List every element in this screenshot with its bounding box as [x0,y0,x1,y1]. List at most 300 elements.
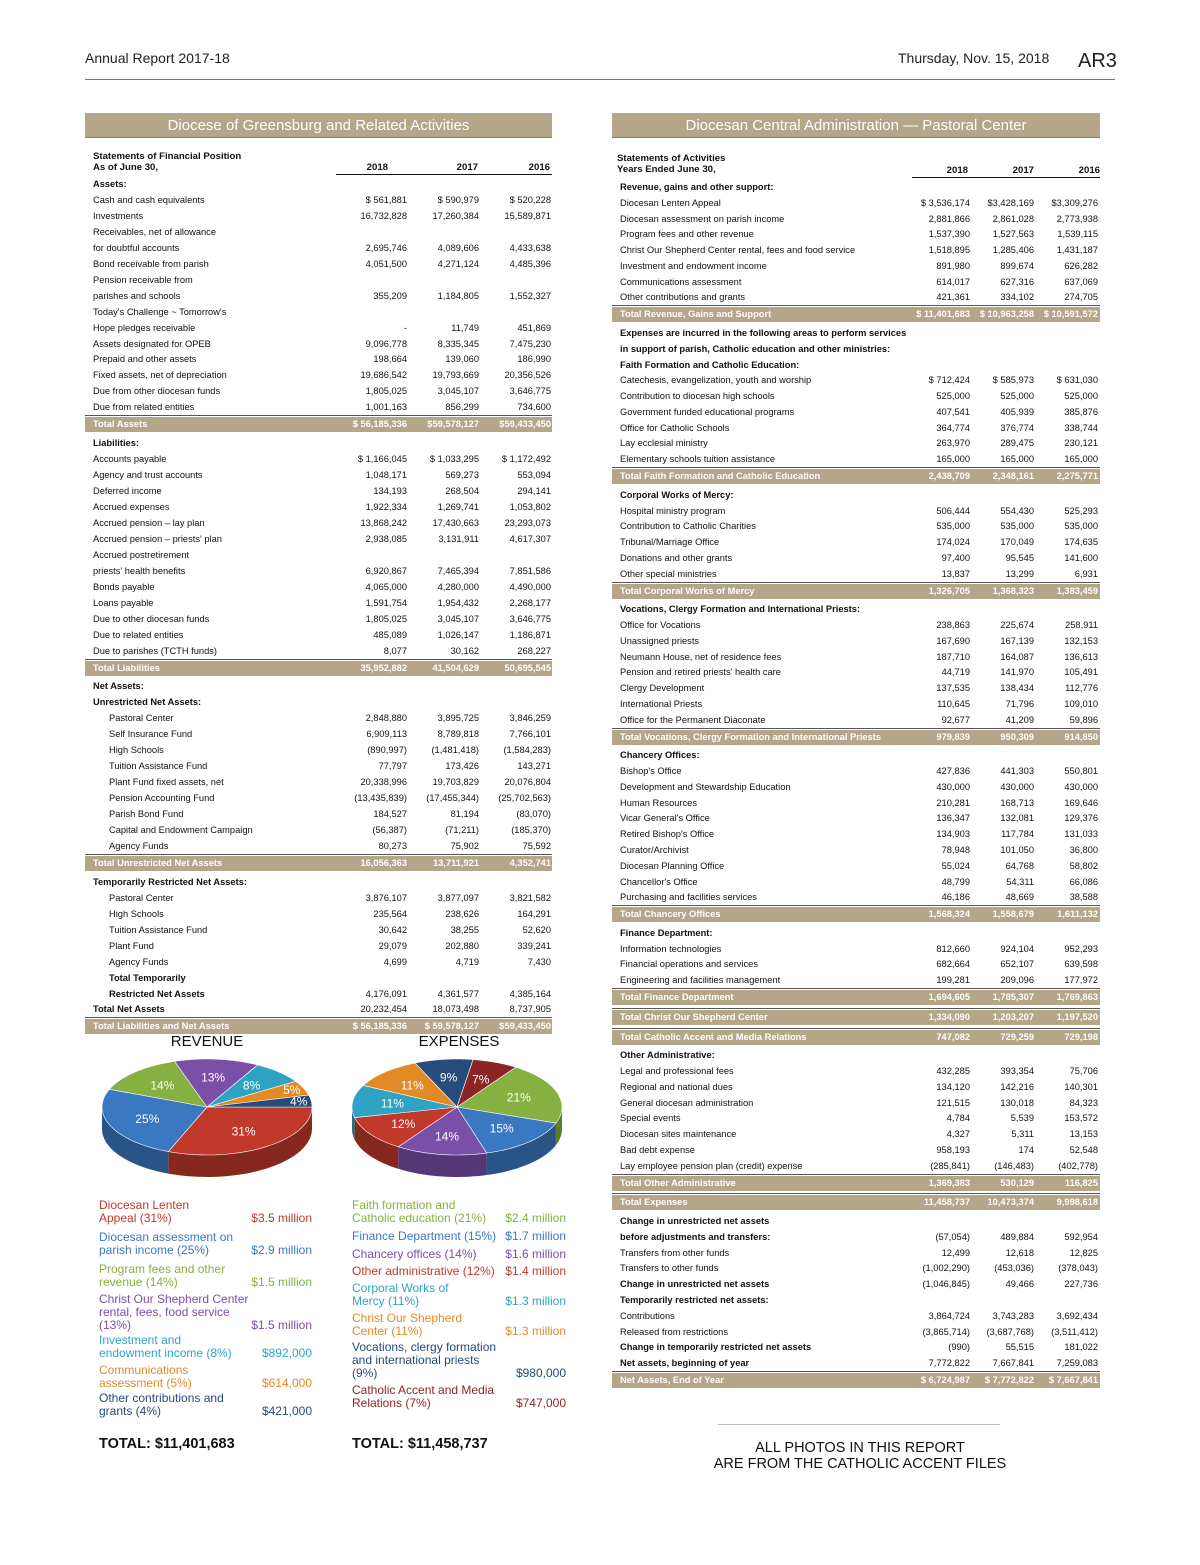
row-value: 2,881,866 [928,213,970,224]
row-label: Catechesis, evangelization, youth and worship [620,375,812,386]
row-value: 3,877,097 [437,892,479,903]
row-value: 4,433,638 [509,242,551,253]
row-value: 121,515 [936,1097,970,1108]
row-label: Unassigned priests [620,635,700,646]
table-row [612,388,1100,404]
right-year-2017: 2017 [1012,165,1034,176]
table-row [85,383,552,399]
row-value: (1,584,283) [503,745,551,756]
row-value: 174,024 [936,537,970,548]
pie-slice-label: 8% [242,1078,261,1093]
row-value: 2,438,709 [928,471,970,482]
row-value: 48,669 [1005,892,1034,903]
legend-label: Investment and endowment income (8%) [99,1333,232,1360]
pie-slice-label: 14% [150,1078,175,1093]
table-row [85,678,552,694]
row-label: Special events [620,1113,681,1124]
row-value: 4,280,000 [437,581,479,592]
row-label: Due from other diocesan funds [93,386,221,397]
row-value: 202,880 [445,940,479,951]
row-value: 639,598 [1064,959,1098,970]
row-label: Net Assets, End of Year [620,1374,724,1385]
row-value: 12,825 [1069,1247,1098,1258]
table-row [612,1126,1100,1142]
row-value: 165,000 [1064,454,1098,465]
row-value: 485,089 [373,629,407,640]
row-value: 52,548 [1069,1145,1098,1156]
row-value: 430,000 [936,781,970,792]
row-label: Tribunal/Marriage Office [620,537,720,548]
row-value: 958,193 [936,1145,970,1156]
left-year-2018: 2018 [366,162,388,173]
row-value: 130,018 [1000,1097,1034,1108]
row-value: 1,383,459 [1056,585,1098,596]
row-label: Total Net Assets [93,1004,165,1015]
table-row [85,224,552,240]
row-value: 141,600 [1064,552,1098,563]
row-label: Total Vocations, Clergy Formation and International Priests [620,731,882,742]
row-value: 1,369,383 [928,1177,970,1188]
row-value: 169,646 [1064,797,1098,808]
row-label: Diocesan Planning Office [620,860,725,871]
row-value: 199,281 [936,975,970,986]
row-value: $ 585,973 [992,375,1034,386]
row-value: 5,311 [1011,1129,1034,1140]
row-value: 134,903 [936,829,970,840]
row-value: 66,086 [1069,876,1098,887]
row-value: 13,868,242 [360,517,407,528]
row-value: 1,954,432 [437,597,479,608]
row-value: 41,209 [1005,714,1034,725]
row-label: Vicar General's Office [620,813,710,824]
row-value: (71,211) [445,825,479,835]
row-value: 4,784 [946,1113,970,1124]
legend-label: Communications assessment (5%) [99,1363,192,1390]
row-value: 238,626 [445,908,479,919]
row-value: 4,271,124 [437,258,479,269]
row-value: 535,000 [1000,521,1034,532]
row-value: 1,285,406 [992,245,1034,256]
table-row [85,922,552,938]
row-value: (1,046,845) [922,1279,970,1290]
row-label: Regional and national dues [620,1081,733,1092]
row-value: 3,895,725 [437,713,479,724]
table-row [85,547,552,563]
row-value: 184,527 [373,809,407,820]
row-label: Change in unrestricted net assets [620,1279,770,1290]
row-label: priests' health benefits [93,565,186,576]
table-row [612,195,1100,211]
row-label: Corporal Works of Mercy: [620,489,734,500]
row-value: 227,736 [1064,1279,1098,1290]
table-row [612,420,1100,436]
row-value: 75,706 [1069,1066,1098,1077]
row-value: 1,368,323 [992,585,1034,596]
row-value: 525,293 [1064,505,1098,516]
row-value: 2,695,746 [365,242,407,253]
row-label: Christ Our Shepherd Center rental, fees and food service [620,245,856,256]
row-value: 10,473,374 [987,1197,1034,1208]
table-row [85,272,552,288]
row-label: Hope pledges receivable [93,322,196,333]
row-value: 209,096 [1000,975,1034,986]
row-value: 46,186 [941,892,970,903]
row-value: (57,054) [935,1231,970,1242]
row-label: Total Assets [93,419,148,430]
legend-amount: $1.3 million [505,1324,566,1338]
table-row [612,680,1100,696]
row-value: 1,203,207 [992,1011,1034,1022]
row-value: 38,255 [450,924,479,935]
row-value: 489,884 [1000,1231,1034,1242]
table-row [612,1063,1100,1079]
row-value: 268,504 [445,486,479,497]
row-label: Diocesan sites maintenance [620,1129,737,1140]
row-value: 64,768 [1005,860,1034,871]
table-row [612,1245,1100,1261]
table-row [612,258,1100,274]
row-label: Lay ecclesial ministry [620,438,708,449]
legend-label: Chancery offices (14%) [352,1247,477,1261]
row-value: 1,694,605 [928,992,970,1002]
right-statement-title: Statements of Activities Years Ended June 30, [617,153,726,175]
table-row [612,503,1100,519]
row-value: 550,801 [1064,766,1098,777]
table-row [85,399,552,415]
row-value: 20,338,996 [360,777,407,788]
row-label: Agency Funds [109,956,169,967]
table-row [85,954,552,970]
row-value: 13,299 [1005,568,1034,579]
row-label: General diocesan administration [620,1097,754,1108]
pie-slice-label: 25% [135,1111,160,1126]
row-label: Due to related entities [93,629,184,640]
table-row [85,790,552,806]
row-value: (3,865,714) [922,1326,970,1337]
table-row [612,451,1100,467]
row-value: 530,129 [1000,1177,1034,1188]
total-row [85,856,552,871]
row-label: Program fees and other revenue [620,229,754,240]
row-value: 49,466 [1005,1279,1034,1290]
row-value: 3,045,107 [437,386,479,397]
table-row [612,664,1100,680]
row-value: 432,285 [936,1066,970,1077]
legend-amount: $614,000 [261,1376,312,1390]
row-value: (56,387) [372,825,407,835]
revenue-chart-title: REVENUE [170,1033,244,1050]
row-value: 101,050 [1000,844,1034,855]
row-value: 134,120 [936,1081,970,1092]
table-row [85,320,552,336]
row-label: Capital and Endowment Campaign [109,825,253,835]
row-label: Diocesan Lenten Appeal [620,197,721,208]
row-label: Legal and professional fees [620,1066,734,1077]
row-label: Total Finance Department [620,992,734,1002]
row-value: 38,588 [1069,892,1098,903]
row-value: 6,931 [1074,568,1098,579]
row-value: 7,851,586 [509,565,551,576]
table-row [612,1110,1100,1126]
row-value: 626,282 [1064,260,1098,271]
row-value: 2,861,028 [992,213,1034,224]
row-value: 7,465,394 [437,565,479,576]
row-value: 2,773,938 [1056,213,1098,224]
table-row [85,938,552,954]
row-value: 258,911 [1065,620,1098,631]
row-label: Receivables, net of allowance [93,226,216,237]
row-value: 535,000 [1064,521,1098,532]
legend-label: Catholic Accent and Media Relations (7%) [352,1383,495,1410]
table-row [85,611,552,627]
row-label: Plant Fund fixed assets, net [109,777,224,788]
table-row [612,1324,1100,1340]
row-label: Office for Catholic Schools [620,422,730,433]
row-value: (1,002,290) [922,1263,970,1274]
row-value: 50,695,545 [504,662,551,673]
row-value: 7,259,083 [1056,1358,1098,1369]
row-value: 891,980 [936,260,970,271]
row-label: Elementary schools tuition assistance [620,454,776,465]
row-value: (1,481,418) [431,745,479,756]
row-value: 97,400 [941,552,970,563]
row-value: 4,352,741 [509,857,551,868]
row-value: $ 7,772,822 [984,1374,1034,1385]
table-row [612,1079,1100,1095]
row-value: 136,347 [936,813,970,824]
row-label: Agency and trust accounts [93,470,203,481]
table-row [612,274,1100,290]
row-value: 142,216 [1000,1081,1034,1092]
total-row [612,469,1100,484]
row-label: Accrued pension – priests' plan [93,533,222,544]
row-value: 23,293,073 [504,517,551,528]
row-value: 554,430 [1000,505,1034,516]
row-value: 71,796 [1005,698,1034,709]
left-year-2016: 2016 [528,162,550,173]
table-row [85,742,552,758]
row-value: 952,293 [1064,943,1098,954]
table-row [85,906,552,922]
row-value: 8,789,818 [437,729,479,740]
row-value: 535,000 [936,521,970,532]
row-value: 3,646,775 [509,386,551,397]
row-value: 729,198 [1064,1031,1098,1042]
row-value: $ 712,424 [928,375,970,386]
row-value: 19,686,542 [360,370,407,381]
row-value: - [403,322,407,333]
expenses-total: TOTAL: $11,458,737 [352,1436,488,1452]
row-value: 4,490,000 [509,581,551,592]
table-row [85,351,552,367]
pie-slice-label: 9% [439,1070,458,1085]
row-label: Accounts payable [93,454,167,465]
row-value: 75,592 [522,840,551,851]
row-value: 168,713 [1000,797,1034,808]
row-value: 225,674 [1000,620,1034,631]
row-value: 48,799 [941,876,970,887]
table-row [612,779,1100,795]
table-row [85,208,552,224]
row-label: Due from related entities [93,402,195,413]
row-value: 1,552,327 [509,290,551,301]
row-value: 134,193 [373,486,407,497]
row-value: 421,361 [936,292,970,303]
row-value: 81,194 [450,809,479,820]
table-row [85,1001,552,1017]
expenses-chart-title: EXPENSES [418,1033,500,1050]
row-value: 20,232,454 [360,1004,407,1015]
row-value: 355,209 [373,290,407,301]
row-label: before adjustments and transfers: [620,1231,771,1242]
row-value: 3,646,775 [509,613,551,624]
table-row [612,649,1100,665]
row-label: Other Administrative: [620,1050,715,1061]
row-value: 164,291 [517,908,551,919]
row-value: $ 56,185,336 [352,419,407,430]
row-value: 652,107 [1000,959,1034,970]
pie-slice-label: 4% [290,1094,308,1109]
row-value: 1,922,334 [365,502,407,512]
revenue-total: TOTAL: $11,401,683 [99,1436,235,1452]
legend-amount: $3.5 million [251,1211,312,1225]
legend-label: Faith formation and Catholic education (21%) [352,1198,487,1225]
row-label: Bishop's Office [620,766,682,777]
row-value: 41,504,629 [432,662,479,673]
row-value: 1,269,741 [437,502,479,512]
row-value: 812,660 [936,943,970,954]
row-value: 4,065,000 [365,581,407,592]
row-value: 141,970 [1000,667,1034,678]
table-row [612,795,1100,811]
row-value: 3,876,107 [365,892,407,903]
legend-amount: $747,000 [515,1396,566,1410]
table-row [612,712,1100,728]
table-row [612,566,1100,582]
row-value: 1,048,171 [365,470,407,481]
table-row [612,1339,1100,1355]
row-value: 59,896 [1069,714,1098,725]
row-value: 263,970 [936,438,970,449]
row-label: Today's Challenge ~ Tomorrow's [93,306,227,317]
row-value: $ 11,401,683 [916,309,970,320]
row-value: (378,043) [1058,1263,1098,1274]
legend-label: Diocesan Lenten Appeal (31%) [99,1198,190,1225]
row-value: 139,060 [445,354,479,365]
table-row [612,289,1100,305]
row-value: 13,837 [941,568,970,579]
row-value: 430,000 [1000,781,1034,792]
row-label: Change in temporarily restricted net assets [620,1342,812,1353]
table-row [85,710,552,726]
total-row [612,990,1100,1005]
row-value: 30,162 [450,645,479,656]
pie-slice-label: 21% [506,1090,531,1105]
row-value: 1,053,802 [509,502,551,512]
row-value: 7,667,841 [992,1358,1034,1369]
row-value: 3,131,911 [438,533,479,544]
row-value: 17,260,384 [432,210,479,221]
table-row [85,627,552,643]
row-label: Bonds payable [93,581,155,592]
row-label: Bad debt expense [620,1145,695,1156]
row-label: Cash and cash equivalents [93,194,205,205]
row-value: 181,022 [1064,1342,1098,1353]
row-value: 4,327 [946,1129,970,1140]
row-label: International Priests [620,698,703,709]
row-value: 238,863 [936,620,970,631]
row-label: Restricted Net Assets [109,988,205,999]
row-value: 174 [1018,1145,1034,1156]
row-label: Fixed assets, net of depreciation [93,370,227,381]
table-row [85,192,552,208]
row-value: 924,104 [1000,943,1034,954]
legend-label: Other administrative (12%) [352,1264,495,1278]
legend-amount: $2.9 million [251,1243,312,1257]
row-label: Retired Bishop's Office [620,829,715,840]
row-value: 165,000 [1000,454,1034,465]
table-row [612,341,1100,357]
row-label: Vocations, Clergy Formation and International Priests: [620,604,861,615]
row-value: 44,719 [941,667,970,678]
row-value: 4,176,091 [365,988,407,999]
row-label: in support of parish, Catholic education and other ministries: [620,343,891,354]
legend-amount: $1.7 million [505,1229,566,1243]
table-row [85,694,552,710]
row-value: (402,778) [1058,1160,1098,1171]
row-value: 2,938,085 [365,533,407,544]
row-value: 525,000 [1064,391,1098,402]
table-row [85,240,552,256]
row-label: Expenses are incurred in the following areas to perform services [620,328,907,339]
table-row [612,763,1100,779]
table-row [85,367,552,383]
row-value: (17,455,344) [426,793,479,804]
row-label: Finance Department: [620,927,713,938]
row-label: Agency Funds [109,840,169,851]
row-value: 5,539 [1010,1113,1034,1124]
pie-slice-label: 11% [400,1078,424,1093]
legend-amount: $1.5 million [251,1275,312,1289]
table-row [85,822,552,838]
row-value: 11,749 [451,322,479,333]
row-value: 4,485,396 [509,258,551,269]
row-value: 294,141 [517,486,551,497]
row-value: $ 10,591,572 [1043,309,1098,320]
row-value: $59,433,450 [499,1021,551,1032]
row-label: Accrued expenses [93,502,170,512]
legend-amount: $421,000 [261,1404,312,1418]
row-value: 131,033 [1064,829,1098,840]
row-value: 140,301 [1064,1081,1098,1092]
row-value: 393,354 [1000,1066,1034,1077]
table-row [612,550,1100,566]
table-row [85,874,552,890]
table-row [85,483,552,499]
legend-label: Christ Our Shepherd Center rental, fees, food service (13%) [99,1292,249,1332]
total-row [612,1373,1100,1388]
row-value: $ 1,172,492 [501,454,551,465]
row-value: 138,434 [1000,683,1034,694]
row-value: (890,997) [367,745,407,756]
row-value: $ 3,536,174 [920,197,970,208]
table-row [612,696,1100,712]
row-label: Self Insurance Fund [109,729,193,740]
legend-amount: $1.3 million [505,1294,566,1308]
total-row [612,1195,1100,1210]
table-row [612,404,1100,420]
row-value: 75,902 [450,840,479,851]
